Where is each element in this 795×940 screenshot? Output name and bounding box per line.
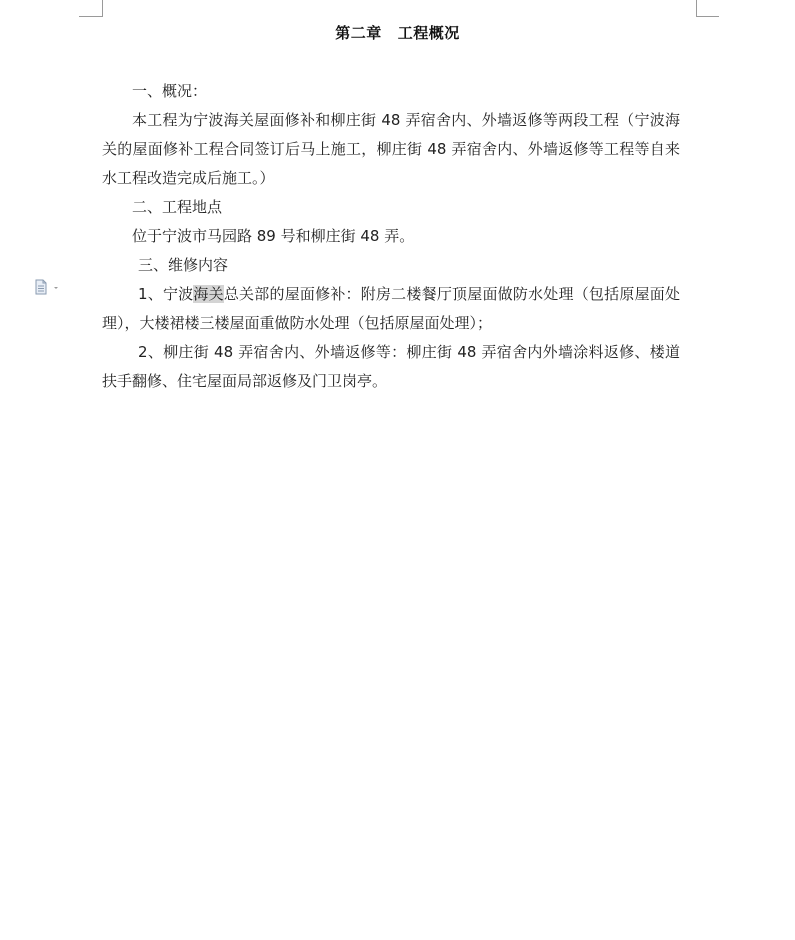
chapter-name: 工程概况 (397, 24, 460, 42)
chevron-down-icon (54, 287, 58, 289)
chapter-number: 第二章 (335, 24, 382, 42)
paragraph-options-button[interactable] (34, 279, 64, 295)
chapter-title (0, 22, 795, 43)
repair-item-2: 2、柳庄街 48 弄宿舍内、外墙返修等：柳庄街 48 弄宿舍内外墙涂料返修、楼道扶手翻修、住宅屋面局部返修及门卫岗亭。 (102, 343, 680, 390)
overview-paragraph: 本工程为宁波海关屋面修补和柳庄街 48 弄宿舍内、外墙返修等两段工程（宁波海关的屋面修补工程合同签订后马上施工，柳庄街 48 弄宿舍内、外墙返修等工程等自来水工程改造完成后施工。） (102, 111, 680, 187)
document-paragraph-icon (34, 279, 64, 295)
selected-text-highlight[interactable]: 海关 (193, 285, 224, 303)
location-paragraph: 位于宁波市马园路 89 号和柳庄街 48 弄。 (132, 227, 415, 245)
document-body (102, 77, 680, 396)
repair-heading: 三、维修内容 (138, 256, 229, 274)
crop-mark-top-right (696, 16, 719, 17)
crop-mark-top-left (79, 16, 103, 17)
repair-item-1-prefix: 1、宁波 (138, 285, 194, 303)
repair-item-1 (102, 280, 680, 338)
crop-mark-top-right (696, 0, 697, 17)
repair-item-1-rest: 总关部的屋面修补：附房二楼餐厅顶屋面做防水处理（包括原屋面处理），大楼裙楼三楼屋面重做防水处理（包括原屋面处理）； (102, 285, 680, 332)
overview-heading: 一、概况： (132, 82, 208, 100)
crop-mark-top-left (102, 0, 103, 17)
location-heading: 二、工程地点 (132, 198, 223, 216)
